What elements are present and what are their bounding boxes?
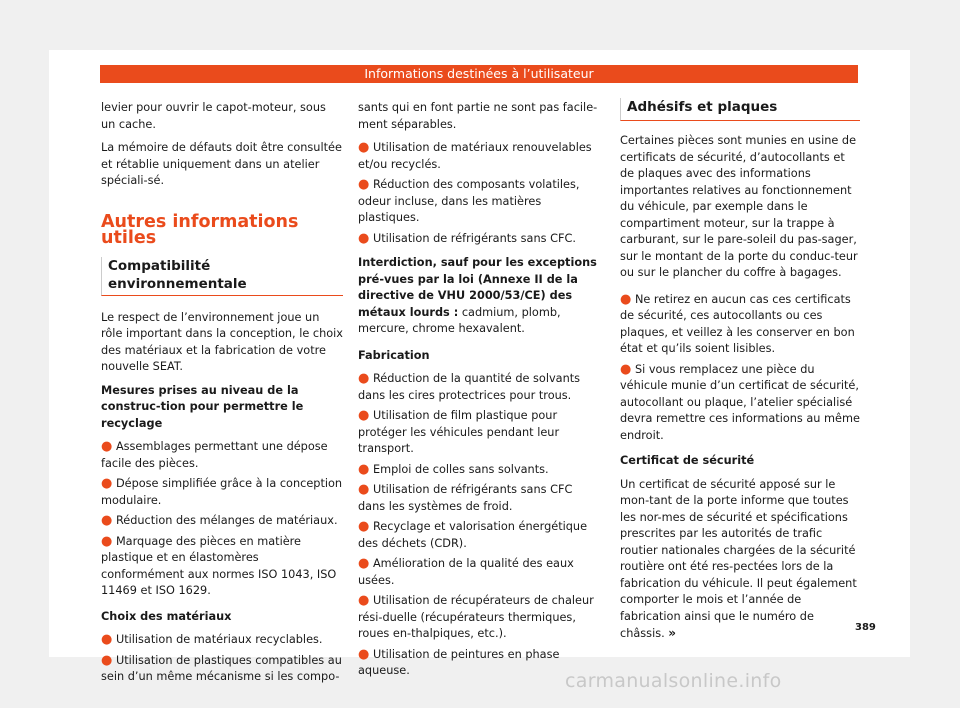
list-item: ● Utilisation de matériaux recyclables. <box>101 632 323 647</box>
paragraph: Certaines pièces sont munies en usine de certificats de sécurité, d’autocollants et de plaques avec des informations importantes relatives au fonctionnement du véhicule, par exemple dans le compartiment moteur, sur la trappe à carburant, sur le pare-soleil du pas-sager, sur le montant de la porte du conduc-teur ou sur le plancher du coffre à bagages. <box>620 134 858 279</box>
list-item: ● Si vous remplacez une pièce du véhicule munie d’un certificat de sécurité, autocollant ou plaque, l’atelier spécialisé devra remettre ces informations au même endroit. <box>620 361 860 442</box>
list-item: ● Amélioration de la qualité des eaux usées. <box>358 556 574 587</box>
bullet-icon: ● <box>101 439 113 454</box>
sub-heading: Fabrication <box>358 348 430 362</box>
subsection-header <box>620 98 860 121</box>
page-number: 389 <box>855 622 876 633</box>
list-item: ● Emploi de colles sans solvants. <box>358 461 549 477</box>
paragraph: La mémoire de défauts doit être consultée et rétablie uniquement dans un atelier spéciali-sé. <box>101 141 342 187</box>
list-item: ● Dépose simplifiée grâce à la conception modulaire. <box>101 476 343 507</box>
list-item: ● Utilisation de film plastique pour protéger les véhicules pendant leur transport. <box>358 408 560 455</box>
list-item: ● Utilisation de récupérateurs de chaleur rési-duelle (récupérateurs thermiques, roues en-thalpiques, etc.). <box>358 593 594 640</box>
bullet-icon: ● <box>101 513 113 528</box>
watermark: carmanualsonline.info <box>565 670 782 692</box>
list-item: ● Utilisation de peintures en phase aqueuse. <box>358 646 560 677</box>
column-1 <box>101 100 343 690</box>
bullet-icon: ● <box>358 461 370 477</box>
bullet-icon: ● <box>101 533 113 549</box>
list-item: ● Utilisation de réfrigérants sans CFC. <box>358 230 576 246</box>
bullet-icon: ● <box>358 408 370 423</box>
paragraph: Interdiction, sauf pour les exceptions pré-vues par la loi (Annexe II de la directive de VHU 2000/53/CE) des métaux lourds : cadmium, plomb, mercure, chrome hexavalent. <box>358 256 597 335</box>
list-item: ● Marquage des pièces en matière plastique et en élastomères conformément aux normes ISO 1043, ISO 11469 et ISO 1629. <box>101 533 337 597</box>
continue-arrow-icon: » <box>668 626 677 640</box>
bullet-icon: ● <box>101 652 113 668</box>
bullet-icon: ● <box>101 476 113 491</box>
bullet-icon: ● <box>358 177 370 192</box>
list-item: ● Réduction des mélanges de matériaux. <box>101 513 338 528</box>
sub-heading: Choix des matériaux <box>101 609 232 623</box>
list-item: ● Ne retirez en aucun cas ces certificats de sécurité, ces autocollants ou ces plaques, et veillez à les conserver en bon état et qu’ils soient lisibles. <box>620 291 855 355</box>
subsection-title: Compatibilité environnementale <box>108 257 247 292</box>
column-2 <box>358 100 600 684</box>
list-item: ● Utilisation de plastiques compatibles au sein d’un même mécanisme si les compo- <box>101 652 342 683</box>
paragraph: Un certificat de sécurité apposé sur le mon-tant de la porte informe que toutes les nor-mes de sécurité et spécifications prescrites par les autorités de trafic routier nationales chargées de la sécurité routière ont été res-pectées lors de la fabrication du véhicule. Il peut également comporter le mois et l’année de fabrication ainsi que le numéro de châssis. » <box>620 477 857 640</box>
bullet-icon: ● <box>358 140 370 155</box>
list-item: ● Recyclage et valorisation énergétique des déchets (CDR). <box>358 519 588 550</box>
bullet-icon: ● <box>358 230 370 246</box>
bullet-icon: ● <box>358 593 370 608</box>
page-header: Informations destinées à l’utilisateur <box>100 65 858 83</box>
bullet-icon: ● <box>358 482 370 497</box>
sub-heading: Certificat de sécurité <box>620 454 755 467</box>
section-title: Autres informations utiles <box>101 211 299 248</box>
bullet-icon: ● <box>620 291 632 307</box>
bullet-icon: ● <box>358 646 370 662</box>
subsection-header <box>101 257 343 296</box>
sub-heading: Mesures prises au niveau de la construc-tion pour permettre le recyclage <box>101 383 304 430</box>
bullet-icon: ● <box>620 361 632 377</box>
subsection-title: Adhésifs et plaques <box>627 99 778 115</box>
list-item: ● Réduction des composants volatiles, odeur incluse, dans les matières plastiques. <box>358 177 580 224</box>
list-item: ● Assemblages permettant une dépose facile des pièces. <box>101 439 328 470</box>
list-item: ● Utilisation de réfrigérants sans CFC dans les systèmes de froid. <box>358 482 573 513</box>
bullet-icon: ● <box>101 632 113 647</box>
bullet-icon: ● <box>358 371 370 386</box>
list-item: ● Réduction de la quantité de solvants dans les cires protectrices pour trous. <box>358 371 581 402</box>
column-3 <box>620 98 860 650</box>
list-item: ● Utilisation de matériaux renouvelables et/ou recyclés. <box>358 140 592 171</box>
bullet-icon: ● <box>358 519 370 534</box>
paragraph: sants qui en font partie ne sont pas facile-ment séparables. <box>358 101 598 131</box>
paragraph: Le respect de l’environnement joue un rôle important dans la conception, le choix des matériaux et la fabrication de votre nouvelle SEAT. <box>101 310 343 373</box>
paragraph: levier pour ouvrir le capot-moteur, sous un cache. <box>101 101 326 131</box>
bullet-icon: ● <box>358 556 370 571</box>
